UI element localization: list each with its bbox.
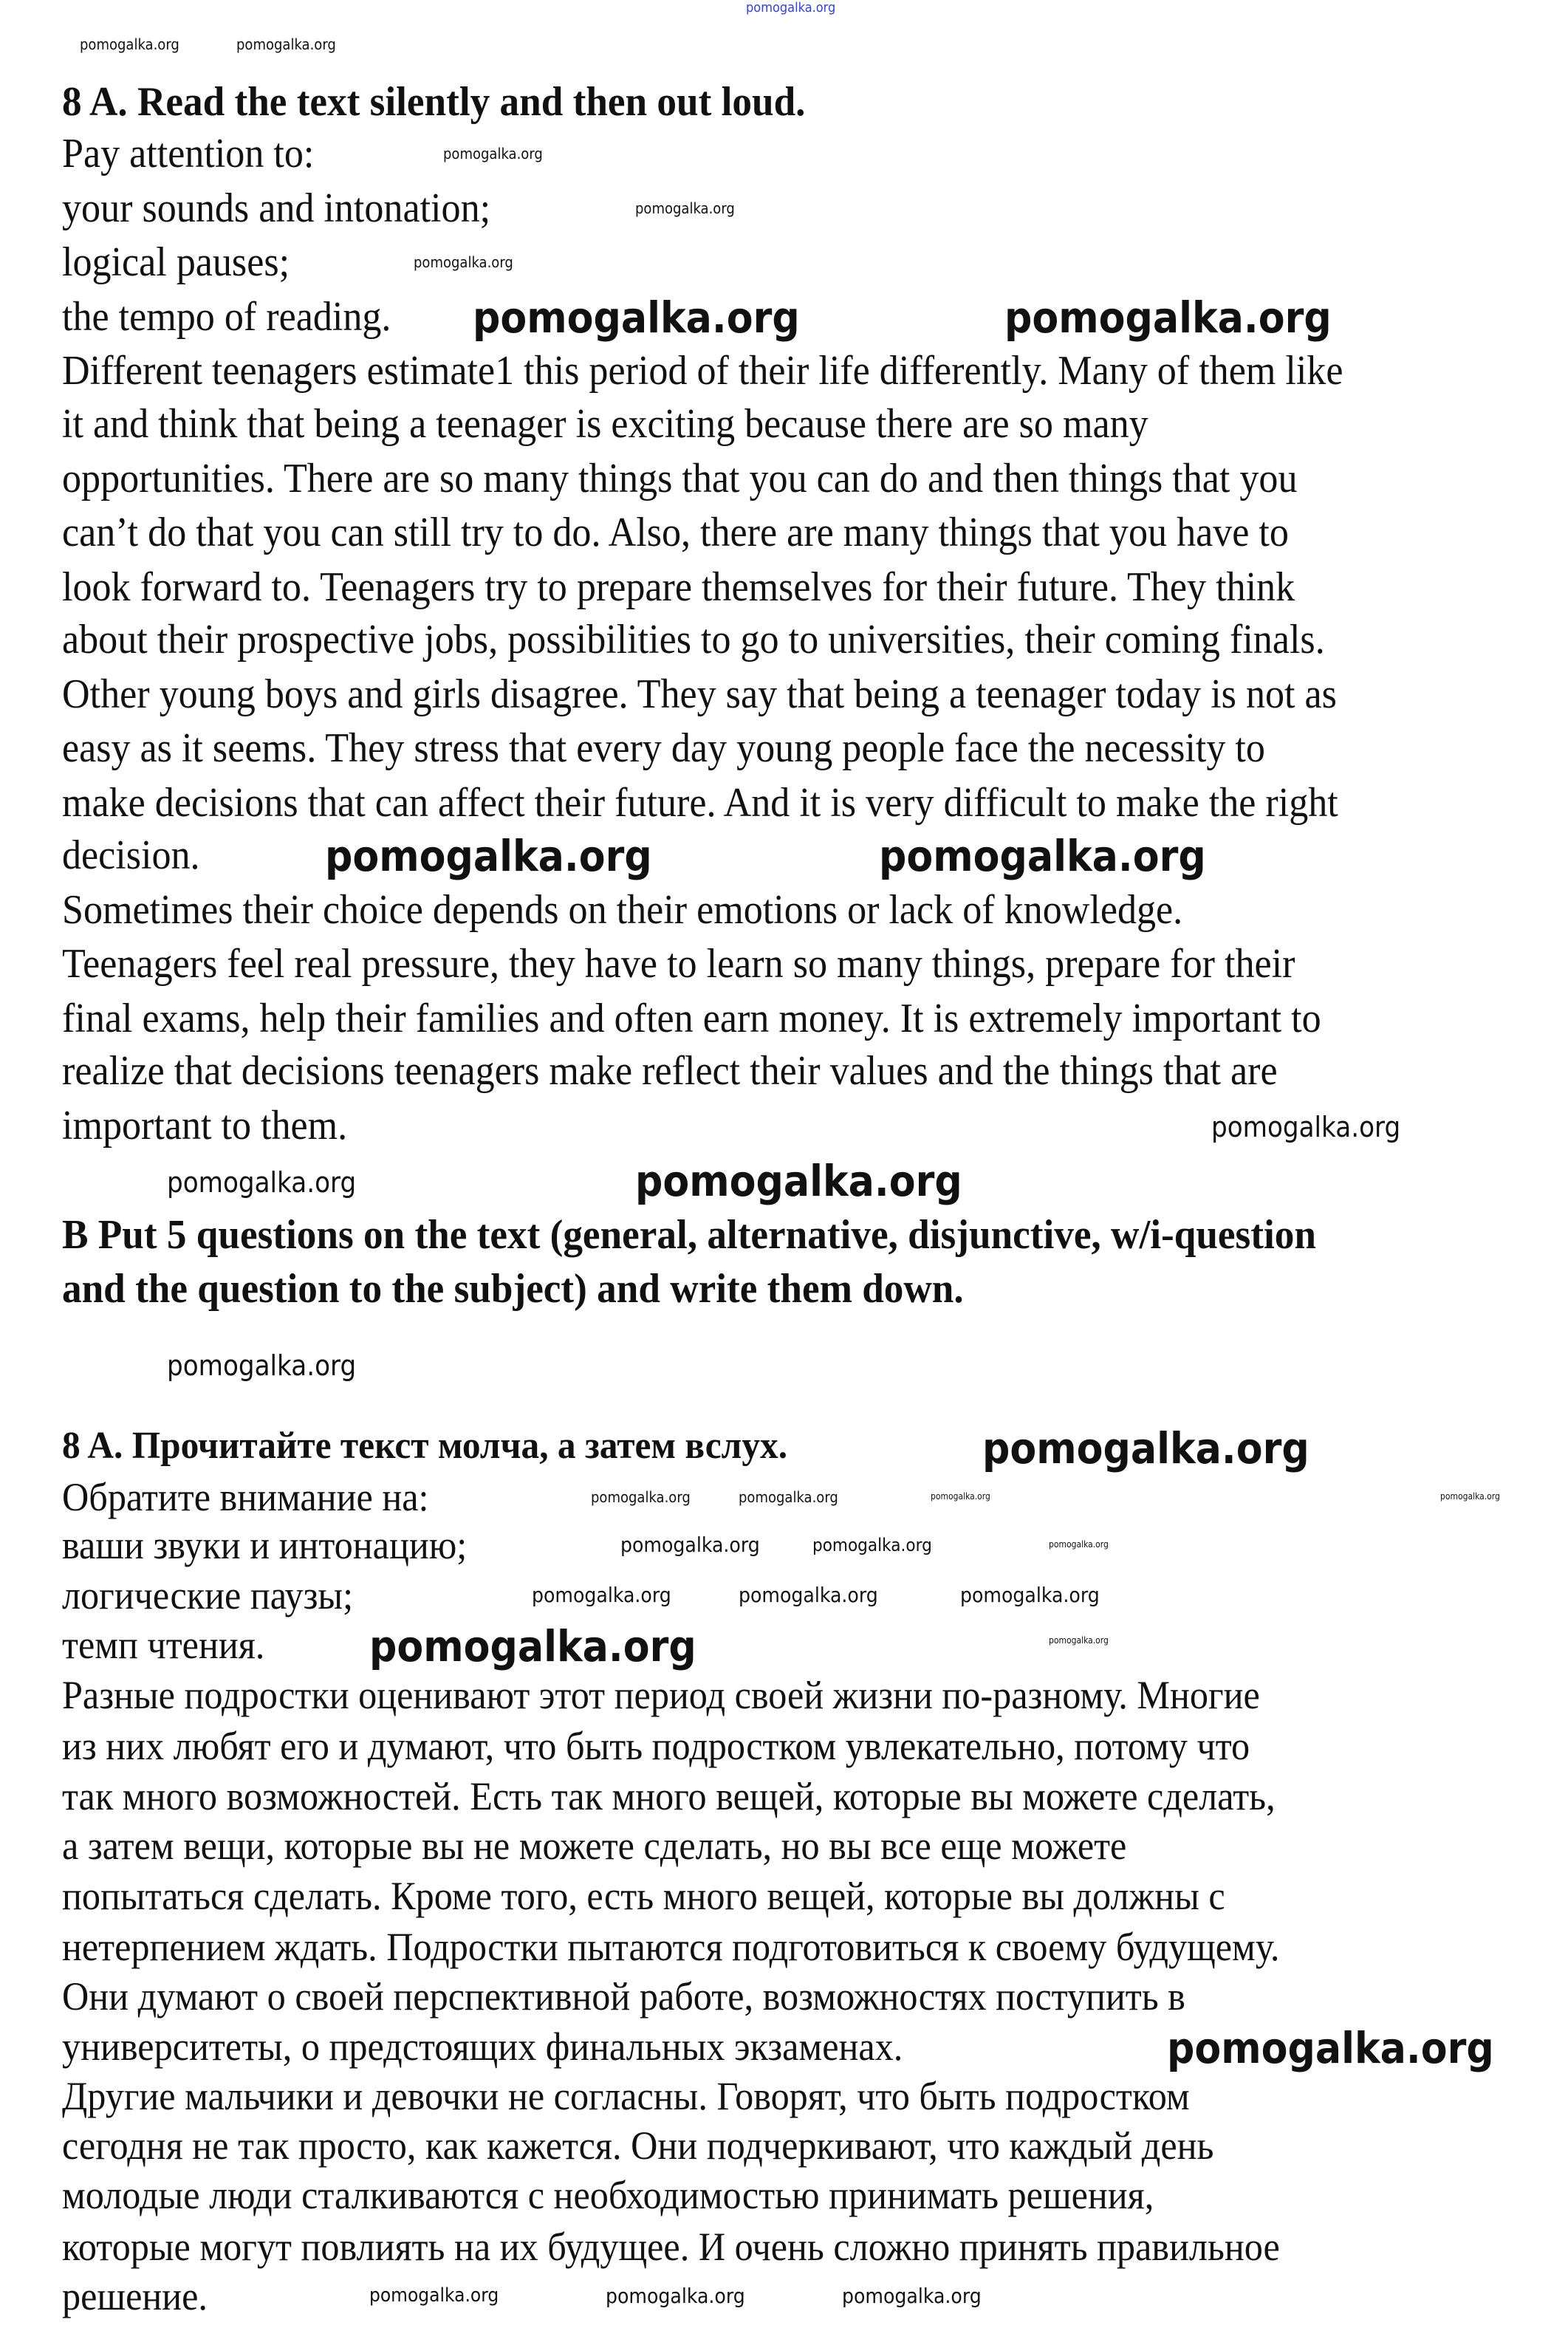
watermark: pomogalka.org [1049,1539,1109,1550]
body-line: make decisions that can affect their future. And it is very difficult to make the right [62,780,1338,826]
intro-line: the tempo of reading. [62,294,391,340]
watermark: pomogalka.org [606,2284,745,2308]
watermark: pomogalka.org [532,1583,671,1607]
body-line: about their prospective jobs, possibilities to go to universities, their coming finals. [62,617,1325,663]
intro-line: темп чтения. [62,1623,265,1667]
body-line: final exams, help their families and often earn money. It is extremely important to [62,996,1321,1041]
body-line: молодые люди сталкиваются с необходимостью принимать решения, [62,2173,1154,2217]
watermark: pomogalka.org [369,2284,499,2307]
body-line: easy as it seems. They stress that every day young people face the necessity to [62,725,1265,771]
intro-line: logical pauses; [62,239,290,285]
watermark: pomogalka.org [80,35,179,53]
watermark: pomogalka.org [739,1488,838,1506]
body-line: попытаться сделать. Кроме того, есть много вещей, которые вы должны с [62,1874,1225,1918]
body-line: decision. [62,832,200,878]
body-line: can’t do that you can still try to do. Also, there are many things that you have to [62,510,1289,555]
watermark: pomogalka.org [414,253,513,271]
watermark: pomogalka.org [635,1156,962,1206]
body-line: look forward to. Teenagers try to prepare themselves for their future. They think [62,564,1295,610]
body-line: решение. [62,2274,208,2318]
intro-line: Pay attention to: [62,131,315,177]
body-line: Different teenagers estimate1 this period of their life differently. Many of them like [62,348,1343,394]
watermark: pomogalka.org [931,1491,990,1502]
watermark: pomogalka.org [1211,1111,1401,1143]
watermark: pomogalka.org [443,145,543,162]
watermark: pomogalka.org [842,2284,982,2308]
intro-line: Обратите внимание на: [62,1475,429,1519]
body-line: Другие мальчики и девочки не согласны. Говорят, что быть подростком [62,2074,1190,2118]
watermark: pomogalka.org [167,1349,357,1382]
watermark: pomogalka.org [746,0,836,16]
intro-line: ваши звуки и интонацию; [62,1523,468,1567]
task-b-line: and the question to the subject) and write them down. [62,1266,964,1312]
body-line: университеты, о предстоящих финальных экзаменах. [62,2024,903,2069]
body-line: которые могут повлиять на их будущее. И очень сложно принять правильное [62,2225,1280,2269]
russian-heading: 8 A. Прочитайте текст молча, а затем вслух. [62,1425,788,1467]
watermark: pomogalka.org [1440,1491,1500,1502]
body-line: Они думают о своей перспективной работе, возможностях поступить в [62,1974,1185,2019]
watermark: pomogalka.org [167,1166,357,1199]
body-line: Разные подростки оценивают этот период своей жизни по-разному. Многие [62,1673,1260,1717]
body-line: Sometimes their choice depends on their emotions or lack of knowledge. [62,887,1183,933]
body-line: important to them. [62,1103,348,1148]
watermark: pomogalka.org [1167,2023,1494,2073]
body-line: из них любят его и думают, что быть подростком увлекательно, потому что [62,1724,1250,1768]
task-b-line: B Put 5 questions on the text (general, alternative, disjunctive, w/i-question [62,1212,1316,1258]
watermark: pomogalka.org [325,831,652,881]
watermark: pomogalka.org [369,1621,696,1671]
watermark: pomogalka.org [879,831,1206,881]
body-line: а затем вещи, которые вы не можете сделать, но вы все еще можете [62,1824,1127,1868]
body-line: нетерпением ждать. Подростки пытаются подготовиться к своему будущему. [62,1925,1280,1969]
body-line: сегодня не так просто, как кажется. Они подчеркивают, что каждый день [62,2123,1214,2168]
watermark: pomogalka.org [620,1533,760,1557]
watermark: pomogalka.org [982,1423,1309,1473]
watermark: pomogalka.org [591,1488,691,1506]
watermark: pomogalka.org [1049,1635,1109,1646]
watermark: pomogalka.org [1004,292,1332,343]
body-line: Other young boys and girls disagree. They say that being a teenager today is not as [62,671,1337,717]
watermark: pomogalka.org [635,199,735,217]
body-line: it and think that being a teenager is exciting because there are so many [62,401,1148,447]
watermark: pomogalka.org [812,1535,932,1555]
watermark: pomogalka.org [960,1583,1100,1607]
body-line: realize that decisions teenagers make reflect their values and the things that are [62,1048,1278,1094]
watermark: pomogalka.org [236,35,336,53]
intro-line: your sounds and intonation; [62,185,491,231]
body-line: Teenagers feel real pressure, they have to learn so many things, prepare for their [62,941,1295,987]
body-line: так много возможностей. Есть так много вещей, которые вы можете сделать, [62,1774,1276,1818]
english-heading: 8 A. Read the text silently and then out loud. [62,79,806,125]
watermark: pomogalka.org [473,292,800,343]
body-line: opportunities. There are so many things that you can do and then things that you [62,456,1298,501]
intro-line: логические паузы; [62,1573,354,1617]
watermark: pomogalka.org [739,1583,878,1607]
